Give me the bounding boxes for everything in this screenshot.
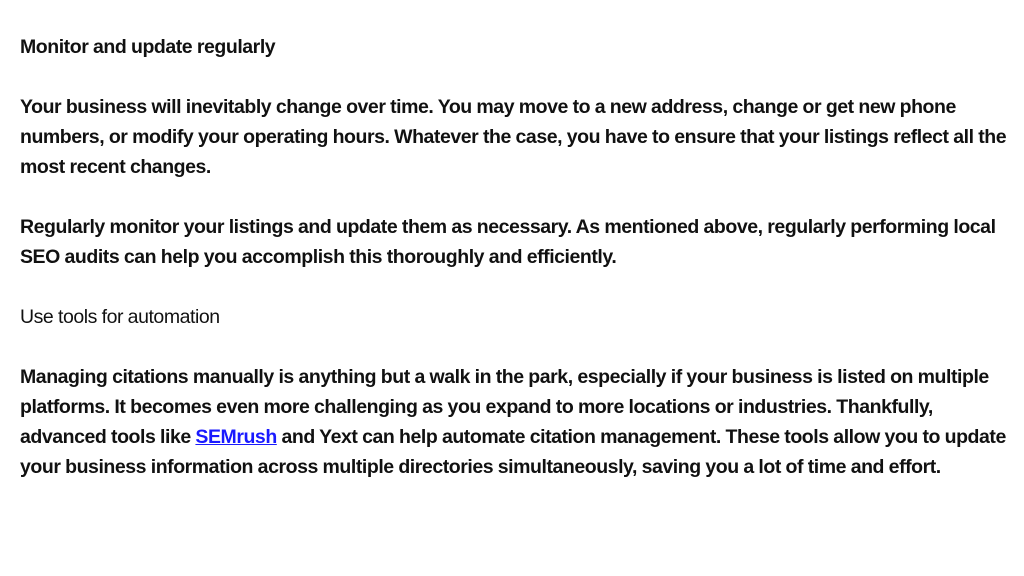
paragraph-business-change: Your business will inevitably change over time. You may move to a new address, change or get new phone numbers, or modify your operating hours. Whatever the case, you have to ensure that your listings reflect all the most recent changes.	[20, 96, 1007, 178]
paragraph-automation	[20, 362, 1010, 482]
section-heading-monitor: Monitor and update regularly	[20, 36, 276, 58]
section-heading-automation: Use tools for automation	[20, 306, 220, 328]
paragraph-text-after-link: and Yext can help automate citation management. These tools allow you to update your business information across multiple directories simultaneously, saving you a lot of time and effort.	[20, 426, 1006, 478]
paragraph-text-before-link: Managing citations manually is anything but a walk in the park, especially if your business is listed on multiple platforms. It becomes even more challenging as you expand to more locations or industries. Thankfully, advanced tools like	[20, 366, 989, 448]
semrush-link[interactable]: SEMrush	[195, 426, 277, 448]
document-body	[20, 32, 1010, 512]
paragraph-monitor-listings: Regularly monitor your listings and update them as necessary. As mentioned above, regularly performing local SEO audits can help you accomplish this thoroughly and efficiently.	[20, 216, 996, 268]
